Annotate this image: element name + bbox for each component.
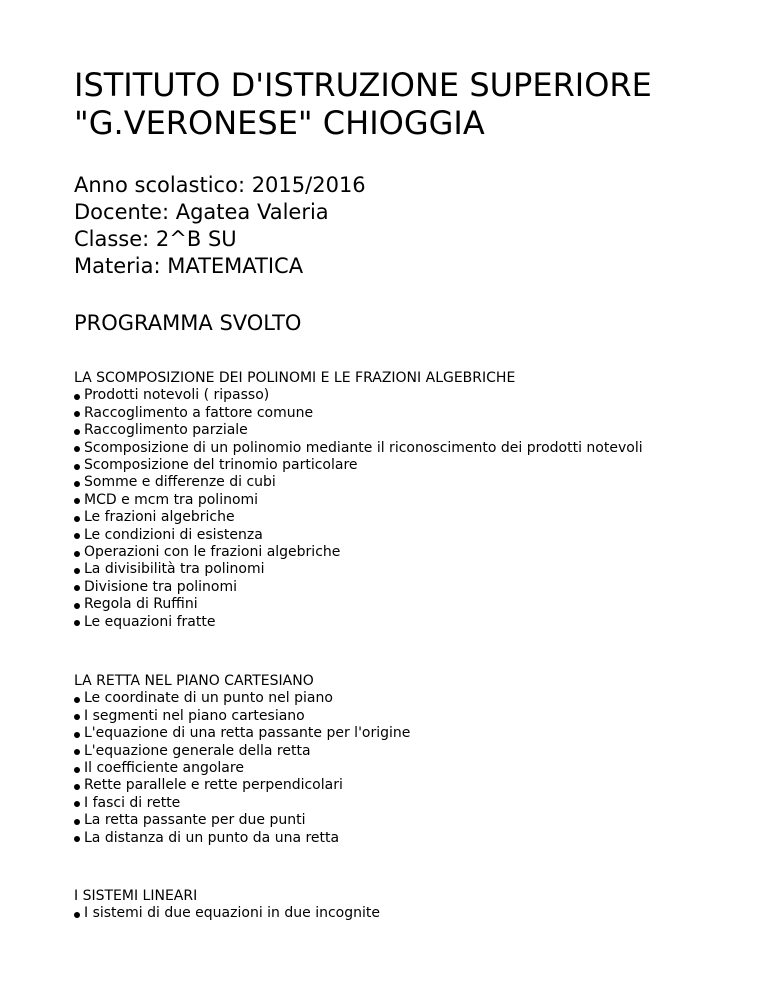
list-item: Divisione tra polinomi	[74, 579, 714, 596]
school-title-line-2: "G.VERONESE" CHIOGGIA	[74, 104, 485, 142]
section-sistemi	[74, 888, 714, 923]
list-item: Prodotti notevoli ( ripasso)	[74, 387, 714, 404]
list-item: L'equazione di una retta passante per l'origine	[74, 725, 714, 742]
school-year: Anno scolastico: 2015/2016	[74, 173, 366, 197]
section-heading: LA RETTA NEL PIANO CARTESIANO	[74, 673, 314, 689]
list-item: Somme e differenze di cubi	[74, 474, 714, 491]
list-item: Scomposizione di un polinomio mediante il riconoscimento dei prodotti notevoli	[74, 440, 714, 457]
section-heading: LA SCOMPOSIZIONE DEI POLINOMI E LE FRAZIONI ALGEBRICHE	[74, 370, 516, 386]
section-polinomi	[74, 370, 714, 631]
list-item: I sistemi di due equazioni in due incognite	[74, 905, 714, 922]
topic-list	[74, 690, 714, 847]
list-item: L'equazione generale della retta	[74, 743, 714, 760]
teacher: Docente: Agatea Valeria	[74, 200, 329, 224]
section-heading: I SISTEMI LINEARI	[74, 888, 198, 904]
list-item: Scomposizione del trinomio particolare	[74, 457, 714, 474]
list-item: Rette parallele e rette perpendicolari	[74, 777, 714, 794]
list-item: Il coefficiente angolare	[74, 760, 714, 777]
list-item: Le coordinate di un punto nel piano	[74, 690, 714, 707]
class: Classe: 2^B SU	[74, 227, 237, 251]
list-item: I segmenti nel piano cartesiano	[74, 708, 714, 725]
list-item: Le frazioni algebriche	[74, 509, 714, 526]
topic-list	[74, 905, 714, 922]
school-title-line-1: ISTITUTO D'ISTRUZIONE SUPERIORE	[74, 66, 652, 104]
list-item: La retta passante per due punti	[74, 812, 714, 829]
topic-list	[74, 387, 714, 631]
course-info	[74, 172, 366, 280]
list-item: Regola di Ruffini	[74, 596, 714, 613]
list-item: Raccoglimento parziale	[74, 422, 714, 439]
list-item: Operazioni con le frazioni algebriche	[74, 544, 714, 561]
list-item: La distanza di un punto da una retta	[74, 830, 714, 847]
list-item: La divisibilità tra polinomi	[74, 561, 714, 578]
list-item: I fasci di rette	[74, 795, 714, 812]
list-item: Raccoglimento a fattore comune	[74, 405, 714, 422]
section-retta	[74, 673, 714, 847]
program-title: PROGRAMMA SVOLTO	[74, 311, 302, 335]
subject: Materia: MATEMATICA	[74, 254, 304, 278]
list-item: MCD e mcm tra polinomi	[74, 492, 714, 509]
list-item: Le equazioni fratte	[74, 614, 714, 631]
school-title	[74, 66, 652, 142]
list-item: Le condizioni di esistenza	[74, 527, 714, 544]
